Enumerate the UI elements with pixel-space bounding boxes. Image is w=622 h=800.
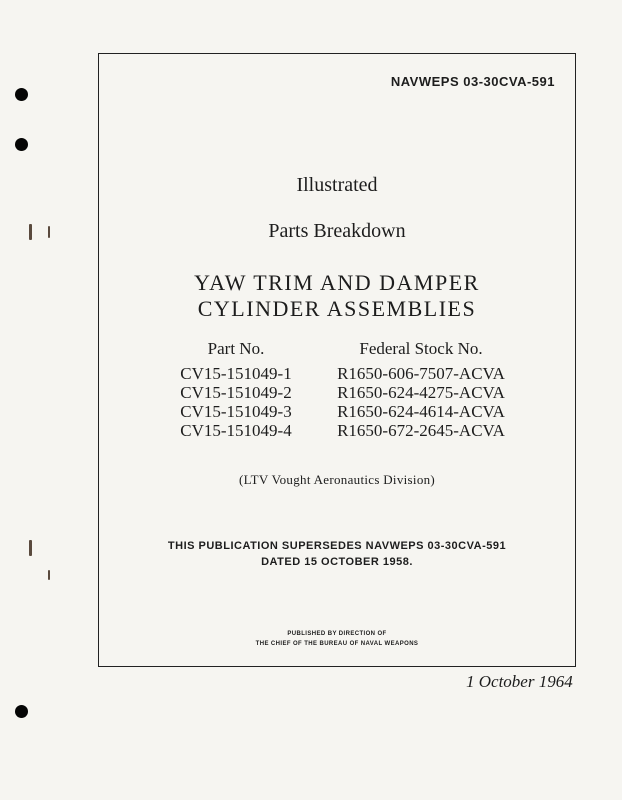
division-note: (LTV Vought Aeronautics Division) [238,472,436,487]
main-title-line-1: YAW TRIM AND DAMPER [194,270,480,295]
title-line-2: Parts Breakdown [268,220,406,242]
part-number-header: Part No. [207,339,265,358]
stock-number: R1650-672-2645-ACVA [337,421,505,440]
main-title-line-2: CYLINDER ASSEMBLIES [197,296,477,321]
stock-number: R1650-624-4275-ACVA [337,383,505,402]
title-line-1: Illustrated [296,174,378,196]
published-line-2: THE CHIEF OF THE BUREAU OF NAVAL WEAPONS [255,641,419,647]
published-line-1: PUBLISHED BY DIRECTION OF [287,631,387,637]
punch-hole [15,705,28,718]
punch-hole [15,138,28,151]
published-by-direction [99,629,575,649]
stock-number: R1650-624-4614-ACVA [337,402,505,421]
supersedes-line-2: DATED 15 OCTOBER 1958. [261,556,413,568]
publication-date: 1 October 1964 [466,672,573,691]
document-number: NAVWEPS 03-30CVA-591 [390,74,555,89]
margin-mark [29,224,32,240]
stock-number-header: Federal Stock No. [359,339,483,358]
part-number: CV15-151049-1 [180,364,292,383]
supersedes-line-1: THIS PUBLICATION SUPERSEDES NAVWEPS 03-30CVA-591 [167,540,507,552]
supersedes-notice [99,538,575,570]
part-number: CV15-151049-2 [180,383,292,402]
stock-number-column [331,339,511,440]
margin-mark [48,570,50,580]
punch-hole [15,88,28,101]
main-title [99,270,575,322]
part-number-column [171,339,301,440]
part-number: CV15-151049-4 [180,421,292,440]
part-number: CV15-151049-3 [180,402,292,421]
margin-mark [29,540,32,556]
stock-number: R1650-606-7507-ACVA [337,364,505,383]
cover-frame [98,53,576,667]
margin-mark [48,226,50,238]
